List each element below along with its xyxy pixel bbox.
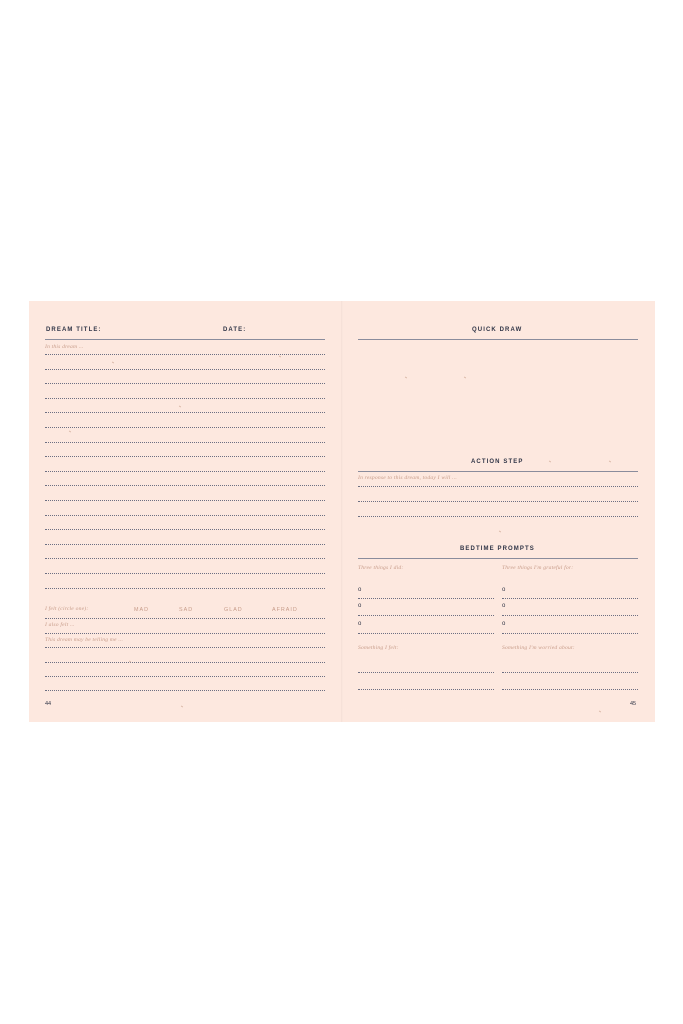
writing-line[interactable] [358, 633, 494, 634]
writing-line[interactable] [45, 398, 325, 399]
bullet-icon: o [358, 621, 362, 627]
writing-line[interactable] [45, 544, 325, 545]
mood-sad[interactable]: SAD [179, 607, 194, 613]
page-number-right: 45 [630, 701, 637, 707]
dream-title-label: DREAM TITLE: [46, 327, 102, 333]
writing-line[interactable] [45, 588, 325, 589]
writing-line[interactable] [45, 690, 325, 691]
prompt-telling-me: This dream may be telling me ... [45, 637, 124, 643]
page-number-left: 44 [45, 701, 52, 707]
writing-line[interactable] [45, 383, 325, 384]
bullet-icon: o [358, 587, 362, 593]
quick-draw-label: QUICK DRAW [472, 327, 523, 333]
writing-line[interactable] [45, 676, 325, 677]
prompt-action: In response to this dream, today I will ... [358, 475, 457, 481]
prompt-in-this-dream: In this dream ... [45, 344, 84, 350]
writing-line[interactable] [502, 615, 638, 616]
bullet-icon: o [502, 603, 506, 609]
title-rule [45, 339, 325, 340]
prompt-i-felt: I felt (circle one): [45, 606, 89, 612]
writing-line[interactable] [45, 456, 325, 457]
writing-line[interactable] [358, 516, 638, 517]
writing-line[interactable] [45, 412, 325, 413]
writing-line[interactable] [358, 598, 494, 599]
writing-line[interactable] [45, 529, 325, 530]
writing-line[interactable] [358, 615, 494, 616]
writing-line[interactable] [45, 558, 325, 559]
writing-line[interactable] [45, 618, 325, 619]
writing-line[interactable] [45, 647, 325, 648]
writing-line[interactable] [358, 672, 494, 673]
writing-line[interactable] [45, 442, 325, 443]
action-step-rule [358, 471, 638, 472]
mood-glad[interactable]: GLAD [224, 607, 243, 613]
bedtime-rule [358, 558, 638, 559]
bullet-icon: o [358, 603, 362, 609]
writing-line[interactable] [45, 354, 325, 355]
writing-line[interactable] [45, 471, 325, 472]
writing-line[interactable] [358, 689, 494, 690]
writing-line[interactable] [45, 662, 325, 663]
prompt-i-also-felt: I also felt ... [45, 622, 75, 628]
mood-afraid[interactable]: AFRAID [272, 607, 298, 613]
prompt-three-grateful: Three things I'm grateful for: [502, 565, 574, 571]
writing-line[interactable] [45, 500, 325, 501]
bullet-icon: o [502, 621, 506, 627]
writing-line[interactable] [358, 486, 638, 487]
writing-line[interactable] [358, 501, 638, 502]
prompt-something-worried: Something I'm worried about: [502, 645, 575, 651]
date-label: DATE: [223, 327, 247, 333]
left-page [29, 301, 342, 722]
writing-line[interactable] [45, 573, 325, 574]
writing-line[interactable] [45, 485, 325, 486]
writing-line[interactable] [45, 515, 325, 516]
mood-mad[interactable]: MAD [134, 607, 149, 613]
bedtime-prompts-label: BEDTIME PROMPTS [460, 546, 535, 552]
bullet-icon: o [502, 587, 506, 593]
quick-draw-rule [358, 339, 638, 340]
writing-line[interactable] [45, 369, 325, 370]
prompt-something-felt: Something I felt: [358, 645, 399, 651]
writing-line[interactable] [502, 598, 638, 599]
right-page [342, 301, 655, 722]
writing-line[interactable] [502, 672, 638, 673]
quick-draw-area[interactable] [358, 343, 638, 453]
prompt-three-did: Three things I did: [358, 565, 404, 571]
writing-line[interactable] [502, 633, 638, 634]
action-step-label: ACTION STEP [471, 459, 524, 465]
journal-spread [29, 301, 655, 722]
writing-line[interactable] [45, 427, 325, 428]
writing-line[interactable] [502, 689, 638, 690]
writing-line[interactable] [45, 633, 325, 634]
